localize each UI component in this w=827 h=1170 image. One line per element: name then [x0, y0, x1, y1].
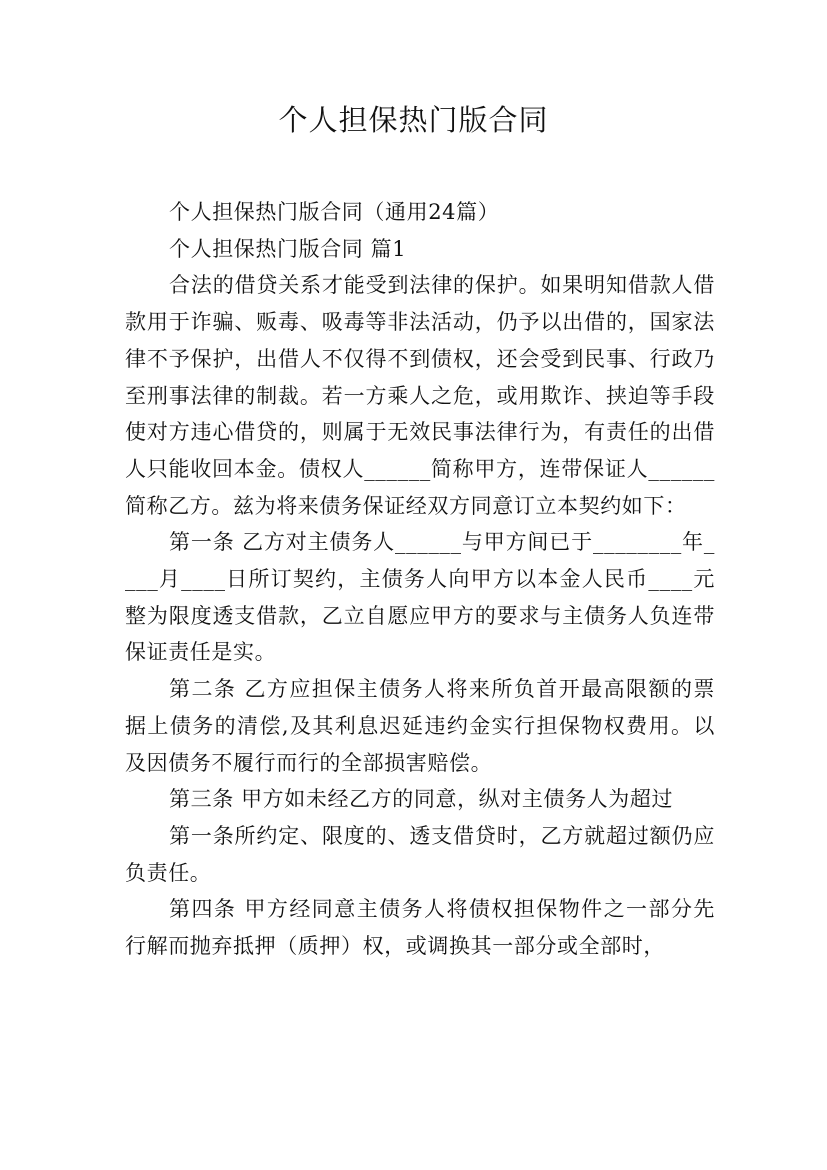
document-title: 个人担保热门版合同 — [278, 103, 549, 137]
paragraph-section-heading: 个人担保热门版合同 篇1 — [169, 236, 407, 261]
paragraph-article-2: 第二条 乙方应担保主债务人将来所负首开最高限额的票据上债务的清偿,及其利息迟延违约金实行担保物权费用。以及因债务不履行而行的全部损害赔偿。 — [125, 677, 715, 775]
document-body — [125, 194, 715, 965]
paragraph-article-1: 第一条 乙方对主债务人______与甲方间已于________年____月____日所订契约，主债务人向甲方以本金人民币____元整为限度透支借款，乙立自愿应甲方的要求与主债务人负连带保证责任是实。 — [125, 530, 715, 665]
paragraph-intro: 合法的借贷关系才能受到法律的保护。如果明知借款人借款用于诈骗、贩毒、吸毒等非法活动，仍予以出借的，国家法律不予保护，出借人不仅得不到债权，还会受到民事、行政乃至刑事法律的制裁。若一方乘人之危，或用欺诈、挟迫等手段使对方违心借贷的，则属于无效民事法律行为，有责任的出借人只能收回本金。债权人______简称甲方，连带保证人______简称乙方。兹为将来债务保证经双方同意订立本契约如下： — [125, 273, 715, 518]
paragraph-article-3-cont: 第一条所约定、限度的、透支借贷时，乙方就超过额仍应负责任。 — [125, 823, 715, 885]
paragraph-subtitle: 个人担保热门版合同（通用24篇） — [169, 200, 500, 224]
paragraph-article-4: 第四条 甲方经同意主债务人将债权担保物件之一部分先行解而抛弃抵押（质押）权，或调换其一部分或全部时， — [125, 897, 715, 959]
paragraph-article-3: 第三条 甲方如未经乙方的同意，纵对主债务人为超过 — [169, 787, 674, 812]
